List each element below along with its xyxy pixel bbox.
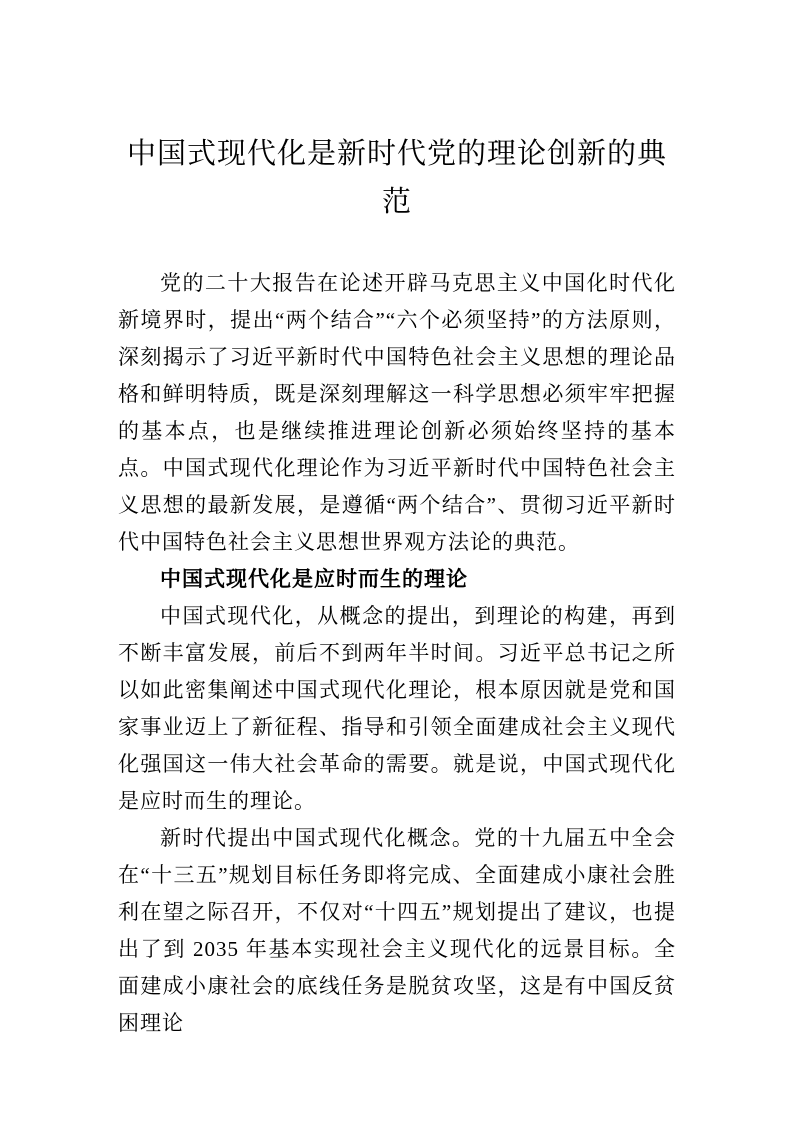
body-paragraph: 新时代提出中国式现代化概念。党的十九届五中全会在“十三五”规划目标任务即将完成、全面建成小康社会胜利在望之际召开，不仅对“十四五”规划提出了建议，也提出了到 2035 年基本实现社会主义现代化的远景目标。全面建成小康社会的底线任务是脱贫攻坚，这是有中国反贫困理论 <box>118 826 676 1035</box>
document-title: 中国式现代化是新时代党的理论创新的典范 <box>126 138 667 218</box>
section-heading: 中国式现代化是应时而生的理论 <box>160 568 468 591</box>
body-paragraph: 中国式现代化，从概念的提出，到理论的构建，再到不断丰富发展，前后不到两年半时间。习近平总书记之所以如此密集阐述中国式现代化理论，根本原因就是党和国家事业迈上了新征程、指导和引领全面建成社会主义现代化强国这一伟大社会革命的需要。就是说，中国式现代化是应时而生的理论。 <box>118 604 676 813</box>
body-paragraph: 党的二十大报告在论述开辟马克思主义中国化时代化新境界时，提出“两个结合”“六个必须坚持”的方法原则，深刻揭示了习近平新时代中国特色社会主义思想的理论品格和鲜明特质，既是深刻理解这一科学思想必须牢牢把握的基本点，也是继续推进理论创新必须始终坚持的基本点。中国式现代化理论作为习近平新时代中国特色社会主义思想的最新发展，是遵循“两个结合”、贯彻习近平新时代中国特色社会主义思想世界观方法论的典范。 <box>118 271 676 554</box>
document-body <box>118 265 676 1042</box>
